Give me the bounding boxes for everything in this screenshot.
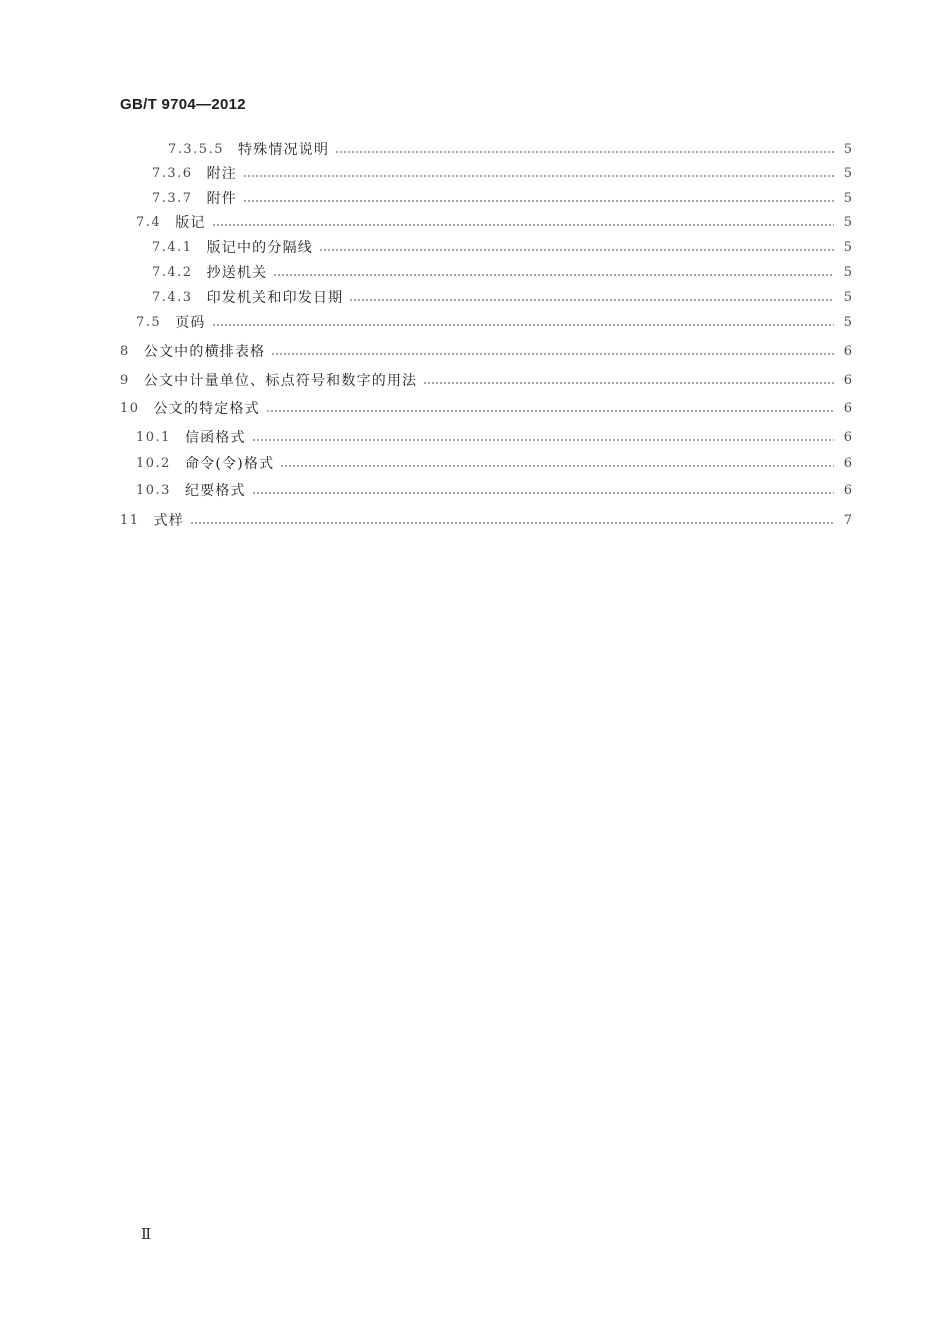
toc-number: 7.4.1 xyxy=(152,239,193,255)
dot-leader xyxy=(273,274,834,276)
toc-page-number: 5 xyxy=(843,264,852,280)
toc-page-number: 5 xyxy=(843,141,852,157)
dot-leader xyxy=(252,439,834,441)
toc-title: 公文中计量单位、标点符号和数字的用法 xyxy=(143,373,418,389)
dot-leader xyxy=(212,324,834,326)
toc-entry-10-2[interactable] xyxy=(0,452,852,474)
dot-leader xyxy=(319,249,834,251)
toc-title: 式样 xyxy=(153,513,184,529)
toc-number: 7.4.2 xyxy=(152,264,193,280)
toc-title: 特殊情况说明 xyxy=(237,142,330,158)
toc-title: 页码 xyxy=(175,315,206,331)
toc-entry-7-5[interactable] xyxy=(0,311,852,333)
toc-entry-7-3-7[interactable] xyxy=(0,187,852,209)
dot-leader xyxy=(252,492,834,494)
standard-code-header: GB/T 9704—2012 xyxy=(120,96,246,113)
toc-entry-10[interactable] xyxy=(0,397,852,419)
toc-page-number: 5 xyxy=(843,289,852,305)
toc-title: 印发机关和印发日期 xyxy=(206,290,344,306)
toc-number: 10.1 xyxy=(136,429,171,445)
toc-title: 附件 xyxy=(206,191,237,207)
toc-title: 命令(令)格式 xyxy=(184,456,275,472)
toc-page-number: 6 xyxy=(843,372,852,388)
toc-page-number: 6 xyxy=(843,455,852,471)
toc-page-number: 6 xyxy=(843,482,852,498)
toc-entry-7-4-1[interactable] xyxy=(0,236,852,258)
toc-page-number: 6 xyxy=(843,343,852,359)
toc-page-number: 5 xyxy=(843,165,852,181)
toc-entry-8[interactable] xyxy=(0,340,852,362)
toc-number: 7.4.3 xyxy=(152,289,193,305)
dot-leader xyxy=(243,200,834,202)
toc-number: 7.3.5.5 xyxy=(168,141,224,157)
toc-number: 7.3.7 xyxy=(152,190,193,206)
toc-page-number: 7 xyxy=(843,512,852,528)
dot-leader xyxy=(212,224,834,226)
toc-number: 7.5 xyxy=(136,314,162,330)
toc-number: 8 xyxy=(120,343,130,359)
toc-entry-7-4[interactable] xyxy=(0,211,852,233)
toc-number: 9 xyxy=(120,372,130,388)
toc-number: 10 xyxy=(120,400,140,416)
dot-leader xyxy=(266,410,834,412)
dot-leader xyxy=(280,465,834,467)
toc-title: 抄送机关 xyxy=(206,265,268,281)
page-number-footer: Ⅱ xyxy=(141,1225,152,1243)
toc-entry-10-3[interactable] xyxy=(0,479,852,501)
toc-number: 7.3.6 xyxy=(152,165,193,181)
toc-number: 7.4 xyxy=(136,214,162,230)
toc-entry-7-4-2[interactable] xyxy=(0,261,852,283)
toc-title: 版记 xyxy=(175,215,206,231)
toc-page-number: 6 xyxy=(843,400,852,416)
toc-title: 公文的特定格式 xyxy=(153,401,260,417)
toc-title: 附注 xyxy=(206,166,237,182)
toc-entry-10-1[interactable] xyxy=(0,426,852,448)
toc-entry-7-3-6[interactable] xyxy=(0,162,852,184)
toc-page-number: 5 xyxy=(843,239,852,255)
toc-entry-7-4-3[interactable] xyxy=(0,286,852,308)
dot-leader xyxy=(190,522,834,524)
toc-title: 信函格式 xyxy=(184,430,246,446)
toc-title: 纪要格式 xyxy=(184,483,246,499)
toc-entry-9[interactable] xyxy=(0,369,852,391)
dot-leader xyxy=(243,175,834,177)
toc-number: 11 xyxy=(120,512,140,528)
dot-leader xyxy=(271,353,834,355)
toc-entry-7-3-5-5[interactable] xyxy=(0,138,852,160)
toc-page-number: 5 xyxy=(843,314,852,330)
dot-leader xyxy=(349,299,834,301)
dot-leader xyxy=(335,151,834,153)
dot-leader xyxy=(423,382,834,384)
toc-page-number: 5 xyxy=(843,190,852,206)
toc-number: 10.3 xyxy=(136,482,171,498)
toc-page-number: 5 xyxy=(843,214,852,230)
toc-number: 10.2 xyxy=(136,455,171,471)
toc-entry-11[interactable] xyxy=(0,509,852,531)
toc-page-number: 6 xyxy=(843,429,852,445)
toc-title: 版记中的分隔线 xyxy=(206,240,313,256)
toc-title: 公文中的横排表格 xyxy=(143,344,266,360)
